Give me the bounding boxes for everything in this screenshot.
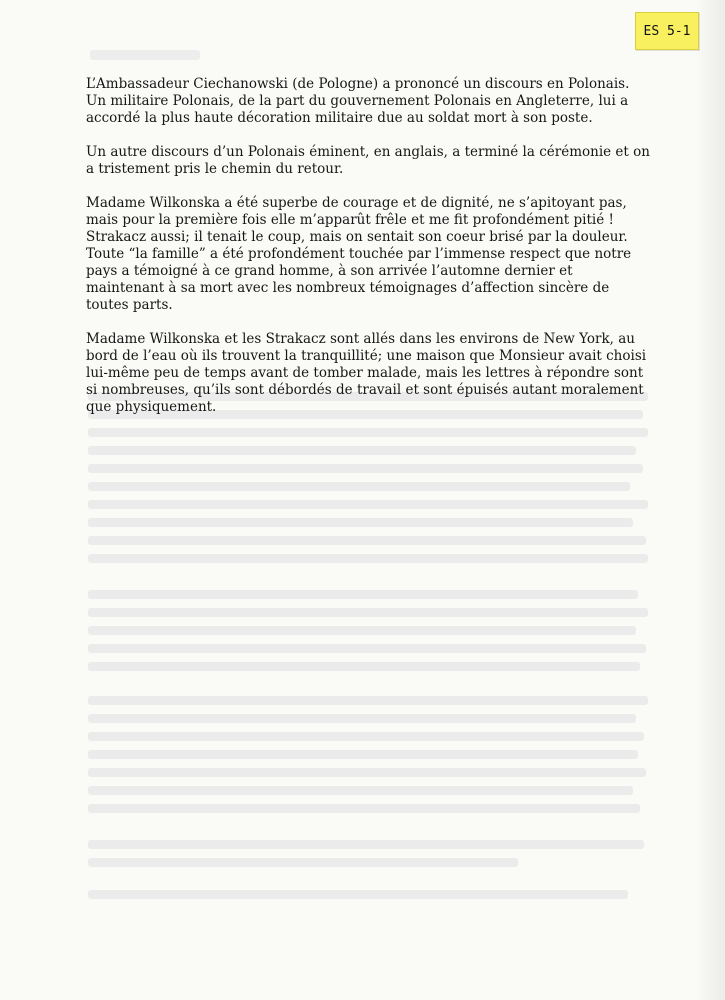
bleed-through-line xyxy=(88,536,646,545)
bleed-through-line xyxy=(88,696,648,705)
bleed-through-line xyxy=(88,890,628,899)
archive-label-sticker xyxy=(635,12,699,50)
bleed-through-line xyxy=(88,590,638,599)
archive-label-text: ES 5-1 xyxy=(643,23,691,39)
bleed-through-line xyxy=(88,662,640,671)
bleed-through-line xyxy=(88,750,638,759)
paragraph: L’Ambassadeur Ciechanowski (de Pologne) a prononcé un discours en Polonais. Un militaire Polonais, de la part du gouvernement Polonais en Angleterre, lui a accordé la plus haute décoration militaire due au soldat mort à son poste. xyxy=(86,76,630,126)
paragraph: Un autre discours d’un Polonais éminent, en anglais, a terminé la cérémonie et on a tristement pris le chemin du retour. xyxy=(86,144,650,177)
bleed-through-line xyxy=(88,768,646,777)
paragraph: Madame Wilkonska a été superbe de courage et de dignité, ne s’apitoyant pas, mais pour la première fois elle m’apparût frêle et me fit profondément pitié ! Strakacz aussi; il tenait le coup, mais on sentait son coeur brisé par la douleur. Toute “la famille” a été profondément touchée par l’immense respect que notre pays a témoigné à ce grand homme, à son arrivée l’automne dernier et maintenant à sa mort avec les nombreux témoignages d’affection sincère de toutes parts. xyxy=(86,195,632,313)
bleed-through-line xyxy=(88,858,518,867)
bleed-through-line xyxy=(88,554,648,563)
bleed-through-line xyxy=(88,500,648,509)
bleed-through-line xyxy=(88,626,636,635)
bleed-through-line xyxy=(88,732,644,741)
bleed-through-line xyxy=(88,644,646,653)
bleed-through-line xyxy=(88,608,648,617)
bleed-through-line xyxy=(88,714,636,723)
bleed-through-line xyxy=(88,446,636,455)
page-edge-shadow xyxy=(695,0,725,1000)
letter-body xyxy=(86,76,651,433)
bleed-through-line xyxy=(88,482,630,491)
bleed-through-line xyxy=(88,804,640,813)
bleed-through-line xyxy=(88,464,643,473)
bleed-through-line xyxy=(88,840,644,849)
bleed-through-line xyxy=(90,50,200,60)
paragraph: Madame Wilkonska et les Strakacz sont allés dans les environs de New York, au bord de l’eau où ils trouvent la tranquillité; une maison que Monsieur avait choisi lui-même peu de temps avant de tomber malade, mais les lettres à répondre sont si nombreuses, qu’ils sont débordés de travail et sont épuisés autant moralement que physiquement. xyxy=(86,331,647,415)
bleed-through-line xyxy=(88,786,633,795)
bleed-through-line xyxy=(88,518,633,527)
